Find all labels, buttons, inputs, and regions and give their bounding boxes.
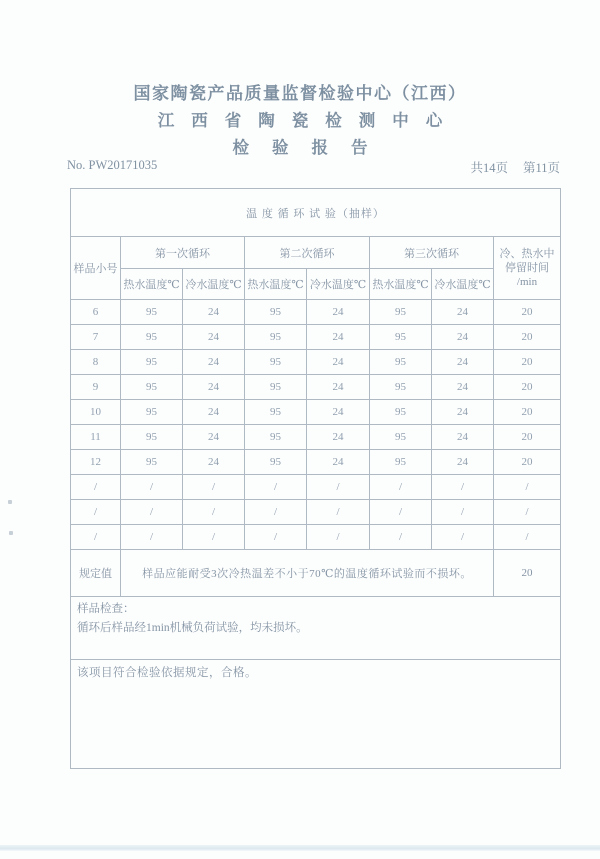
cell-value: 24 bbox=[307, 425, 370, 450]
col-header-hot-1: 热水温度℃ bbox=[121, 269, 183, 300]
cell-value: 24 bbox=[307, 400, 370, 425]
cell-sample: 11 bbox=[71, 425, 121, 450]
cell-dwell: 20 bbox=[494, 425, 561, 450]
cell-dwell: 20 bbox=[494, 350, 561, 375]
cell-sample: 6 bbox=[71, 300, 121, 325]
cell-dwell: 20 bbox=[494, 325, 561, 350]
cell-value: / bbox=[370, 525, 432, 550]
cell-value: 24 bbox=[432, 375, 494, 400]
col-header-cycle-2: 第二次循环 bbox=[245, 237, 370, 269]
cell-value: 24 bbox=[307, 300, 370, 325]
col-header-cold-2: 冷水温度℃ bbox=[307, 269, 370, 300]
cell-sample: 10 bbox=[71, 400, 121, 425]
table-row bbox=[71, 425, 561, 450]
cell-value: / bbox=[121, 525, 183, 550]
cell-value: / bbox=[370, 500, 432, 525]
cell-value: 95 bbox=[121, 325, 183, 350]
col-header-hot-2: 热水温度℃ bbox=[245, 269, 307, 300]
center-name: 江西省陶瓷检测中心 bbox=[157, 111, 460, 130]
table-row bbox=[71, 525, 561, 550]
col-header-cycle-3: 第三次循环 bbox=[370, 237, 494, 269]
cell-value: / bbox=[183, 475, 245, 500]
cell-dwell: 20 bbox=[494, 375, 561, 400]
spec-text: 样品应能耐受3次冷热温差不小于70℃的温度循环试验而不损坏。 bbox=[121, 550, 494, 597]
cell-sample: / bbox=[71, 475, 121, 500]
cell-value: / bbox=[307, 500, 370, 525]
organization-title: 国家陶瓷产品质量监督检验中心（江西） bbox=[133, 84, 467, 103]
table-row bbox=[71, 400, 561, 425]
dwell-header-line1: 冷、热水中 bbox=[499, 248, 555, 260]
sample-check-title: 样品检查： bbox=[77, 603, 135, 615]
cell-value: 95 bbox=[370, 325, 432, 350]
cell-value: / bbox=[307, 475, 370, 500]
cell-value: 95 bbox=[370, 400, 432, 425]
spec-label: 规定值 bbox=[71, 550, 121, 597]
conclusion-text: 该项目符合检验依据规定，合格。 bbox=[71, 660, 561, 769]
scan-speck bbox=[9, 531, 13, 535]
cell-value: 24 bbox=[432, 300, 494, 325]
cell-dwell: 20 bbox=[494, 400, 561, 425]
cell-value: 24 bbox=[432, 400, 494, 425]
cell-value: 95 bbox=[370, 300, 432, 325]
table-row bbox=[71, 450, 561, 475]
report-number: No. PW20171035 bbox=[67, 158, 158, 172]
cell-value: 24 bbox=[307, 350, 370, 375]
cell-value: 24 bbox=[432, 350, 494, 375]
cell-value: / bbox=[245, 525, 307, 550]
scan-edge-strip bbox=[0, 845, 600, 851]
meta-line bbox=[67, 158, 560, 176]
conclusion-row bbox=[71, 660, 561, 769]
dwell-header-line2: 停留时间 bbox=[505, 262, 549, 274]
cell-value: 24 bbox=[183, 425, 245, 450]
cell-sample: 9 bbox=[71, 375, 121, 400]
table-caption-row bbox=[71, 189, 561, 237]
table-row bbox=[71, 350, 561, 375]
cell-sample: 8 bbox=[71, 350, 121, 375]
scan-speck bbox=[8, 500, 12, 504]
table-row bbox=[71, 500, 561, 525]
cell-value: 95 bbox=[245, 375, 307, 400]
cell-value: / bbox=[183, 500, 245, 525]
cell-dwell: / bbox=[494, 500, 561, 525]
col-header-cold-3: 冷水温度℃ bbox=[432, 269, 494, 300]
cell-sample: / bbox=[71, 500, 121, 525]
cell-value: 24 bbox=[432, 425, 494, 450]
cell-value: 24 bbox=[432, 325, 494, 350]
table-caption: 温 度 循 环 试 验（抽样） bbox=[71, 189, 561, 237]
cell-value: 95 bbox=[245, 400, 307, 425]
col-header-hot-3: 热水温度℃ bbox=[370, 269, 432, 300]
cell-value: / bbox=[183, 525, 245, 550]
cell-value: 24 bbox=[183, 450, 245, 475]
cell-value: 95 bbox=[245, 450, 307, 475]
cell-value: 95 bbox=[370, 450, 432, 475]
col-header-dwell bbox=[494, 237, 561, 300]
inspection-table bbox=[70, 188, 561, 769]
cell-value: 24 bbox=[183, 350, 245, 375]
page-current: 第11页 bbox=[522, 161, 560, 175]
spec-row bbox=[71, 550, 561, 597]
cell-value: 95 bbox=[245, 350, 307, 375]
cell-value: 95 bbox=[121, 350, 183, 375]
cell-value: 95 bbox=[121, 450, 183, 475]
table-row bbox=[71, 375, 561, 400]
cell-value: / bbox=[370, 475, 432, 500]
table-row bbox=[71, 475, 561, 500]
cell-dwell: / bbox=[494, 475, 561, 500]
cell-value: 95 bbox=[370, 350, 432, 375]
cell-value: / bbox=[121, 475, 183, 500]
cell-value: 24 bbox=[183, 400, 245, 425]
cell-value: 95 bbox=[245, 300, 307, 325]
cell-sample: 12 bbox=[71, 450, 121, 475]
page-total: 共14页 bbox=[470, 161, 508, 175]
cell-sample: / bbox=[71, 525, 121, 550]
cell-value: / bbox=[121, 500, 183, 525]
cell-value: 24 bbox=[307, 325, 370, 350]
cell-value: 95 bbox=[245, 425, 307, 450]
table-header-row-2 bbox=[71, 269, 561, 300]
cell-value: 24 bbox=[183, 325, 245, 350]
cell-value: 95 bbox=[121, 400, 183, 425]
sample-check-text: 循环后样品经1min机械负荷试验，均未损坏。 bbox=[77, 621, 308, 634]
cell-dwell: / bbox=[494, 525, 561, 550]
dwell-header-line3: /min bbox=[516, 276, 538, 288]
cell-value: 95 bbox=[121, 375, 183, 400]
col-header-sample: 样品小号 bbox=[71, 237, 121, 300]
cell-value: / bbox=[432, 475, 494, 500]
cell-value: 95 bbox=[370, 375, 432, 400]
cell-value: 95 bbox=[121, 425, 183, 450]
cell-value: / bbox=[245, 475, 307, 500]
cell-value: 95 bbox=[370, 425, 432, 450]
page-info bbox=[470, 158, 560, 176]
table-header-row-1 bbox=[71, 237, 561, 269]
report-title: 检验报告 bbox=[232, 138, 391, 157]
table-row bbox=[71, 300, 561, 325]
report-heading bbox=[0, 80, 600, 161]
cell-value: / bbox=[432, 525, 494, 550]
cell-value: / bbox=[307, 525, 370, 550]
spec-dwell: 20 bbox=[494, 550, 561, 597]
sample-check-row bbox=[71, 597, 561, 660]
cell-value: 24 bbox=[183, 300, 245, 325]
cell-value: 24 bbox=[307, 450, 370, 475]
cell-value: 24 bbox=[307, 375, 370, 400]
cell-sample: 7 bbox=[71, 325, 121, 350]
sample-check-cell bbox=[71, 597, 561, 660]
cell-value: 95 bbox=[121, 300, 183, 325]
col-header-cold-1: 冷水温度℃ bbox=[183, 269, 245, 300]
cell-value: 24 bbox=[432, 450, 494, 475]
cell-value: / bbox=[245, 500, 307, 525]
cell-value: 24 bbox=[183, 375, 245, 400]
cell-value: / bbox=[432, 500, 494, 525]
cell-dwell: 20 bbox=[494, 450, 561, 475]
table-row bbox=[71, 325, 561, 350]
cell-dwell: 20 bbox=[494, 300, 561, 325]
cell-value: 95 bbox=[245, 325, 307, 350]
col-header-cycle-1: 第一次循环 bbox=[121, 237, 245, 269]
